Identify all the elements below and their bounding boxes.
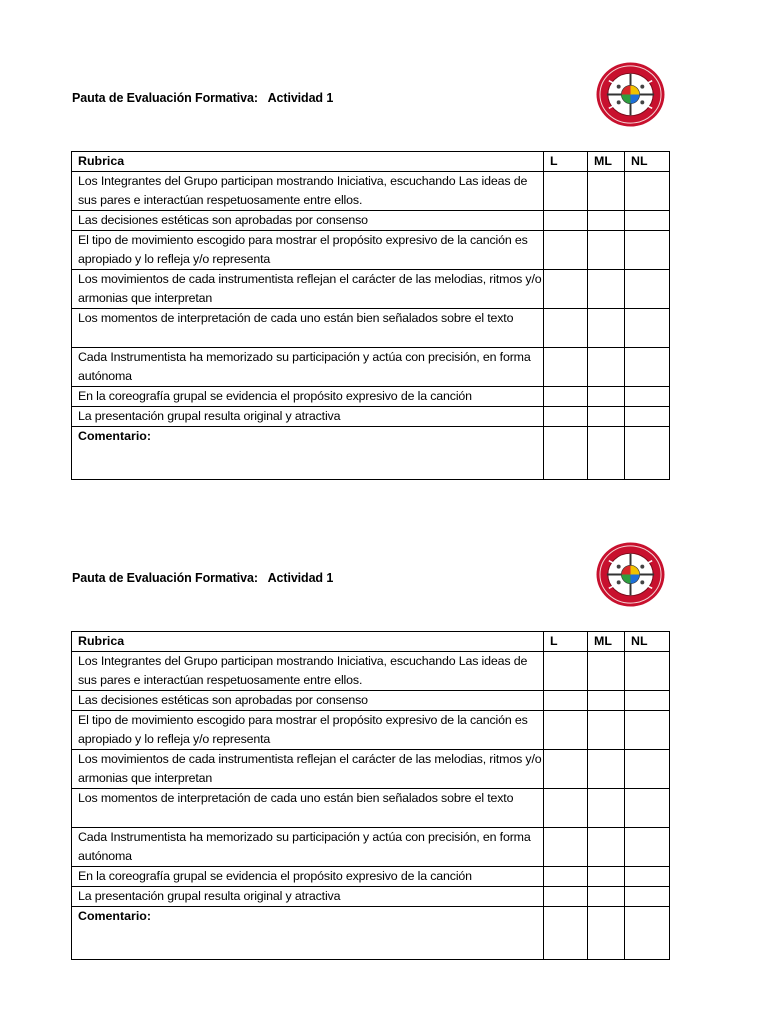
- header-rubrica: Rubrica: [72, 632, 544, 652]
- criterion-text: En la coreografía grupal se evidencia el propósito expresivo de la canción: [72, 387, 544, 407]
- table-row: [72, 750, 670, 789]
- table-row: [72, 348, 670, 387]
- table-row: [72, 231, 670, 270]
- score-cell-ml[interactable]: [588, 211, 625, 231]
- table-row: [72, 887, 670, 907]
- criterion-text: Los Integrantes del Grupo participan mostrando Iniciativa, escuchando Las ideas de sus pares e interactúan respetuosamente entre ellos.: [72, 652, 544, 691]
- score-cell-ml[interactable]: [588, 309, 625, 348]
- table-row: [72, 867, 670, 887]
- score-cell-ml[interactable]: [588, 407, 625, 427]
- score-cell-ml[interactable]: [588, 652, 625, 691]
- table-row: [72, 172, 670, 211]
- header-nl: NL: [625, 632, 670, 652]
- header-row: [72, 632, 670, 652]
- score-cell-l[interactable]: [544, 172, 588, 211]
- score-cell-l[interactable]: [544, 867, 588, 887]
- criterion-text: La presentación grupal resulta original y atractiva: [72, 887, 544, 907]
- table-row: [72, 270, 670, 309]
- score-cell-l[interactable]: [544, 231, 588, 270]
- table-row: [72, 407, 670, 427]
- score-cell-nl[interactable]: [625, 172, 670, 211]
- score-cell-nl[interactable]: [625, 211, 670, 231]
- criterion-text: Los momentos de interpretación de cada uno están bien señalados sobre el texto: [72, 789, 544, 828]
- evaluation-form-2: [0, 480, 768, 960]
- score-cell-nl[interactable]: [625, 887, 670, 907]
- rubric-table: [71, 631, 670, 960]
- comment-row: [72, 427, 670, 480]
- header-row: [72, 152, 670, 172]
- score-cell-nl[interactable]: [625, 348, 670, 387]
- score-cell-ml[interactable]: [588, 691, 625, 711]
- header-rubrica: Rubrica: [72, 152, 544, 172]
- criterion-text: El tipo de movimiento escogido para mostrar el propósito expresivo de la canción es apropiado y lo refleja y/o representa: [72, 231, 544, 270]
- header-l: L: [544, 152, 588, 172]
- criterion-text: En la coreografía grupal se evidencia el propósito expresivo de la canción: [72, 867, 544, 887]
- score-cell-ml[interactable]: [588, 270, 625, 309]
- score-cell-l[interactable]: [544, 387, 588, 407]
- criterion-text: Cada Instrumentista ha memorizado su participación y actúa con precisión, en forma autónoma: [72, 348, 544, 387]
- table-row: [72, 309, 670, 348]
- criterion-text: Los momentos de interpretación de cada uno están bien señalados sobre el texto: [72, 309, 544, 348]
- score-cell-l[interactable]: [544, 789, 588, 828]
- comment-field[interactable]: Comentario:: [72, 907, 544, 960]
- criterion-text: Los Integrantes del Grupo participan mostrando Iniciativa, escuchando Las ideas de sus pares e interactúan respetuosamente entre ellos.: [72, 172, 544, 211]
- criterion-text: Cada Instrumentista ha memorizado su participación y actúa con precisión, en forma autónoma: [72, 828, 544, 867]
- score-cell-nl[interactable]: [625, 711, 670, 750]
- form-title: Pauta de Evaluación Formativa: Actividad 1: [72, 571, 334, 585]
- score-cell-nl[interactable]: [625, 867, 670, 887]
- criterion-text: Los movimientos de cada instrumentista reflejan el carácter de las melodias, ritmos y/o armonias que interpretan: [72, 270, 544, 309]
- score-cell-ml[interactable]: [588, 750, 625, 789]
- school-crest-icon: [595, 61, 666, 128]
- score-cell-nl[interactable]: [625, 789, 670, 828]
- table-row: [72, 828, 670, 867]
- score-cell-nl[interactable]: [625, 231, 670, 270]
- score-cell-l[interactable]: [544, 887, 588, 907]
- score-cell-ml: [588, 907, 625, 960]
- score-cell-ml[interactable]: [588, 789, 625, 828]
- criterion-text: La presentación grupal resulta original y atractiva: [72, 407, 544, 427]
- score-cell-nl[interactable]: [625, 407, 670, 427]
- criterion-text: El tipo de movimiento escogido para mostrar el propósito expresivo de la canción es apropiado y lo refleja y/o representa: [72, 711, 544, 750]
- score-cell-nl[interactable]: [625, 691, 670, 711]
- criterion-text: Las decisiones estéticas son aprobadas por consenso: [72, 211, 544, 231]
- header-nl: NL: [625, 152, 670, 172]
- comment-row: [72, 907, 670, 960]
- table-row: [72, 691, 670, 711]
- score-cell-ml[interactable]: [588, 387, 625, 407]
- score-cell-ml[interactable]: [588, 887, 625, 907]
- score-cell-nl[interactable]: [625, 387, 670, 407]
- school-crest-icon: [595, 541, 666, 608]
- score-cell-nl[interactable]: [625, 828, 670, 867]
- score-cell-ml: [588, 427, 625, 480]
- score-cell-l[interactable]: [544, 828, 588, 867]
- score-cell-nl: [625, 427, 670, 480]
- header-l: L: [544, 632, 588, 652]
- score-cell-l[interactable]: [544, 652, 588, 691]
- score-cell-nl: [625, 907, 670, 960]
- header-ml: ML: [588, 632, 625, 652]
- score-cell-ml[interactable]: [588, 231, 625, 270]
- score-cell-ml[interactable]: [588, 348, 625, 387]
- score-cell-ml[interactable]: [588, 711, 625, 750]
- score-cell-ml[interactable]: [588, 828, 625, 867]
- score-cell-l: [544, 907, 588, 960]
- score-cell-nl[interactable]: [625, 309, 670, 348]
- criterion-text: Las decisiones estéticas son aprobadas por consenso: [72, 691, 544, 711]
- score-cell-l[interactable]: [544, 211, 588, 231]
- header-ml: ML: [588, 152, 625, 172]
- comment-field[interactable]: Comentario:: [72, 427, 544, 480]
- evaluation-form-1: [0, 0, 768, 480]
- form-title: Pauta de Evaluación Formativa: Actividad 1: [72, 91, 334, 105]
- table-row: [72, 711, 670, 750]
- score-cell-l[interactable]: [544, 270, 588, 309]
- score-cell-nl[interactable]: [625, 750, 670, 789]
- score-cell-nl[interactable]: [625, 270, 670, 309]
- table-row: [72, 387, 670, 407]
- score-cell-l[interactable]: [544, 348, 588, 387]
- score-cell-l[interactable]: [544, 309, 588, 348]
- score-cell-l[interactable]: [544, 711, 588, 750]
- score-cell-ml[interactable]: [588, 172, 625, 211]
- table-row: [72, 789, 670, 828]
- score-cell-nl[interactable]: [625, 652, 670, 691]
- score-cell-l: [544, 427, 588, 480]
- score-cell-ml[interactable]: [588, 867, 625, 887]
- score-cell-l[interactable]: [544, 750, 588, 789]
- rubric-table: [71, 151, 670, 480]
- criterion-text: Los movimientos de cada instrumentista reflejan el carácter de las melodias, ritmos y/o armonias que interpretan: [72, 750, 544, 789]
- score-cell-l[interactable]: [544, 691, 588, 711]
- table-row: [72, 211, 670, 231]
- table-row: [72, 652, 670, 691]
- score-cell-l[interactable]: [544, 407, 588, 427]
